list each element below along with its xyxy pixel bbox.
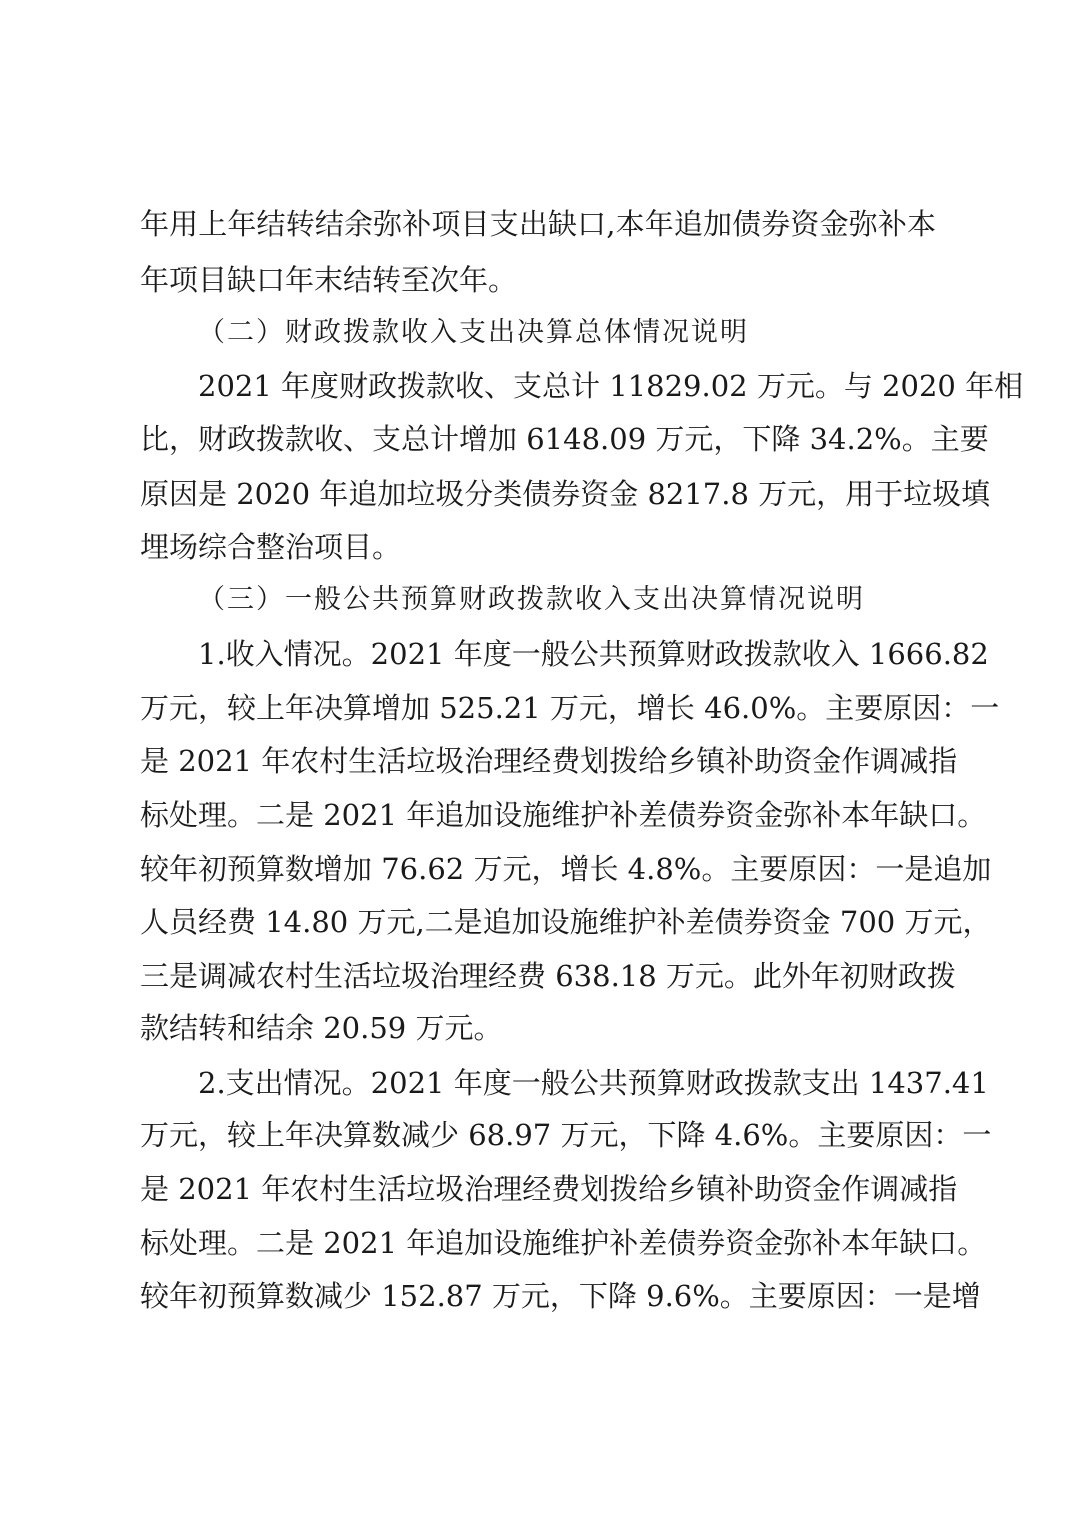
text-line: 款结转和结余 20.59 万元。 bbox=[140, 1011, 503, 1045]
text-line: 原因是 2020 年追加垃圾分类债券资金 8217.8 万元，用于垃圾填 bbox=[140, 477, 991, 511]
text-line: 较年初预算数减少 152.87 万元，下降 9.6%。主要原因：一是增 bbox=[140, 1279, 981, 1313]
text-line: 万元，较上年决算数减少 68.97 万元，下降 4.6%。主要原因：一 bbox=[140, 1118, 992, 1152]
text-line: 人员经费 14.80 万元,二是追加设施维护补差债券资金 700 万元， bbox=[140, 905, 992, 939]
text-line: 年项目缺口年末结转至次年。 bbox=[140, 263, 518, 297]
text-line: 1.收入情况。2021 年度一般公共预算财政拨款收入 1666.82 bbox=[198, 637, 989, 671]
text-line: 2.支出情况。2021 年度一般公共预算财政拨款支出 1437.41 bbox=[198, 1066, 989, 1100]
text-line: 标处理。二是 2021 年追加设施维护补差债券资金弥补本年缺口。 bbox=[140, 1226, 987, 1260]
text-line: 埋场综合整治项目。 bbox=[140, 530, 402, 564]
text-line: 标处理。二是 2021 年追加设施维护补差债券资金弥补本年缺口。 bbox=[140, 798, 987, 832]
text-line: 比，财政拨款收、支总计增加 6148.09 万元，下降 34.2%。主要 bbox=[140, 422, 989, 456]
text-line: 年用上年结转结余弥补项目支出缺口,本年追加债券资金弥补本 bbox=[140, 207, 936, 241]
text-line: 是 2021 年农村生活垃圾治理经费划拨给乡镇补助资金作调减指 bbox=[140, 744, 958, 778]
section-heading: （三）一般公共预算财政拨款收入支出决算情况说明 bbox=[198, 584, 865, 615]
text-line: 万元，较上年决算增加 525.21 万元，增长 46.0%。主要原因：一 bbox=[140, 691, 1000, 725]
section-heading: （二）财政拨款收入支出决算总体情况说明 bbox=[198, 317, 749, 348]
text-line: 三是调减农村生活垃圾治理经费 638.18 万元。此外年初财政拨 bbox=[140, 959, 956, 993]
text-line: 2021 年度财政拨款收、支总计 11829.02 万元。与 2020 年相 bbox=[198, 369, 1024, 403]
text-line: 较年初预算数增加 76.62 万元，增长 4.8%。主要原因：一是追加 bbox=[140, 852, 992, 886]
text-line: 是 2021 年农村生活垃圾治理经费划拨给乡镇补助资金作调减指 bbox=[140, 1172, 958, 1206]
